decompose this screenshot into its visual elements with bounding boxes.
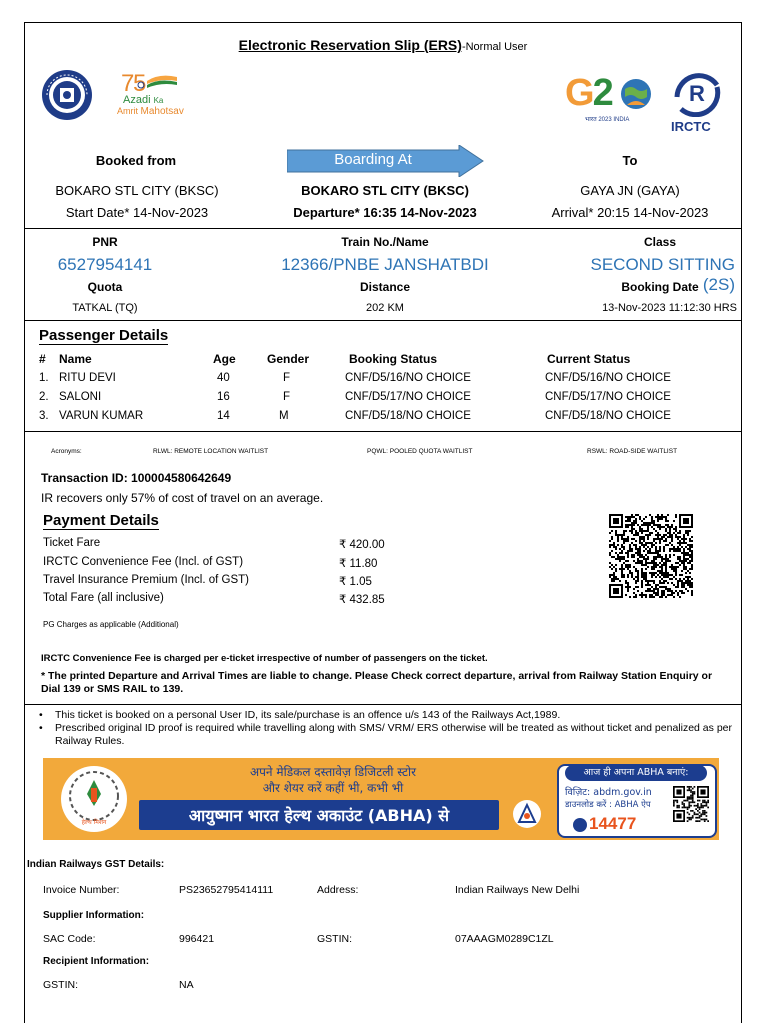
g20-logo: G2 भारत 2023 INDIA: [565, 73, 657, 129]
start-date: Start Date* 14-Nov-2023: [65, 205, 209, 220]
health-mission-logo: [61, 766, 127, 832]
banner-main-strip: [139, 800, 499, 830]
ers-page: Electronic Reservation Slip (ERS)-Normal User 7 5 Azadi Ka Amrit Mahotsav G2 भारत 2023 INDIA R IRCTC Booked from Boarding At To BOKARO STL CITY (BKSC) Start Date* 14-Nov-2023 BOKARO STL CITY (BKSC) Departure* 16:35 14-Nov-2023 GAYA JN (GAYA) Arrival* 20:15 14-Nov-2023 PNR 6527954141 Quota TATKAL (TQ) Train No./Name 12366/PNBE JANSHATBDI Distance 202 KM Class SECOND SITTING (2S) Booking Date 13-Nov-2023 11:12:30 HRS Passenger Details # Name Age Gender Booking Status Current Status 1. RITU DEVI 40 F CNF/D5/16/NO CHOICE CNF/D5/16/NO CHOICE 2. SALONI 16 F CNF/D5/17/NO CHOICE CNF/D5/17/NO CHOICE 3. VARUN KUMAR 14 M CNF/D5/18/NO CHOICE CNF/D5/18/NO CHOICE Acronyms: RLWL: REMOTE LOCATION WAITLIST PQWL: POOLED QUOTA WAITLIST RSWL: ROAD-SIDE WAITLIST Transaction ID: 100004580642649 IR recovers only 57% of cost of travel on an average. Payment Details Ticket Fare ₹ 420.00 IRCTC Convenience Fee (Incl. of GST) ₹ 11.80 Travel Insurance Premium (Incl. of GST) ₹ 1.05 Total Fare (all inclusive) ₹ 432.85 PG Charges as applicable (Additional) IRCTC Convenience Fee is charged per e-ticket irrespective of number of passengers on the ticket. * The printed Departure and Arrival Times are liable to change. Please Check correct departure, arrival from Railway Station Enquiry or Dial 139 or SMS RAIL to 139. • This ticket is booked on a personal User ID, its sale/purchase is an offence u/s 143 of the Railways Act,1989. • Prescribed original ID proof is required while travelling along with SMS/ VRM/ ERS otherwise will be treated as without ticket and penalized as per Railway Rules. हेल्थ मिशन अपने मेडिकल दस्तावेज़ डिजिटली स्टोर और शेयर करें कहीं भी, कभी भी आयुष्मान भारत हेल्थ अकाउंट (ABHA) से आज ही अपना ABHA बनाएं: विज़िट: abdm.gov.in डाउनलोड करें : ABHA ऐप 14477 Indian Railways GST Details: Invoice Number: PS23652795414111 Address: Indian Railways New Delhi Supplier Information: SAC Code: 996421 GSTIN: 07AAAGM0289C1ZL Recipient Information: GSTIN: NA: [24, 22, 742, 1023]
address-label: Address:: [317, 884, 359, 896]
quota-value: TATKAL (TQ): [72, 302, 138, 314]
abha-app-icon: [513, 800, 541, 828]
abha-website[interactable]: विज़िट: abdm.gov.in: [565, 787, 652, 798]
acronym-rlwl: RLWL: REMOTE LOCATION WAITLIST: [153, 448, 269, 455]
booking-date-value: 13-Nov-2023 11:12:30 HRS: [602, 302, 737, 314]
ticket-fare-value: ₹ 420.00: [339, 539, 385, 551]
abha-info-box: [557, 764, 717, 838]
invoice-label: Invoice Number:: [43, 884, 120, 896]
arrival-time: Arrival* 20:15 14-Nov-2023: [551, 205, 709, 220]
abha-cta: आज ही अपना ABHA बनाएं:: [565, 765, 707, 781]
gst-title: Indian Railways GST Details:: [27, 859, 165, 870]
insurance-value: ₹ 1.05: [339, 576, 372, 588]
sac-label: SAC Code:: [43, 933, 96, 945]
convenience-fee-note: IRCTC Convenience Fee is charged per e-ticket irrespective of number of passengers on the ticket.: [41, 653, 488, 664]
boarding-at-arrow: [287, 145, 487, 177]
abha-download: डाउनलोड करें : ABHA ऐप: [565, 800, 651, 810]
pg-charges-note: PG Charges as applicable (Additional): [43, 620, 179, 629]
distance-label: Distance: [359, 280, 411, 294]
to-station: GAYA JN (GAYA): [580, 183, 680, 198]
supplier-gstin-label: GSTIN:: [317, 933, 353, 945]
ticket-rules: [39, 709, 735, 748]
from-station: BOKARO STL CITY (BKSC): [55, 183, 219, 198]
divider: [25, 704, 741, 705]
insurance-label: Travel Insurance Premium (Incl. of GST): [43, 574, 249, 586]
supplier-gstin: 07AAAGM0289C1ZL: [455, 933, 554, 945]
booked-from-label: Booked from: [95, 153, 177, 168]
train-label: Train No./Name: [341, 235, 429, 249]
class-label: Class: [643, 235, 677, 249]
boarding-station: BOKARO STL CITY (BKSC): [301, 183, 469, 198]
acronyms-label: Acronyms:: [51, 448, 82, 455]
banner-main-text: आयुष्मान भारत हेल्थ अकाउंट (ABHA) से: [188, 806, 450, 825]
banner-tagline: अपने मेडिकल दस्तावेज़ डिजिटली स्टोर और शेयर करें कहीं भी, कभी भी: [249, 765, 417, 795]
abha-phone: 14477: [573, 814, 636, 834]
svg-text:R: R: [689, 81, 705, 106]
invoice-number: PS23652795414111: [179, 884, 274, 896]
recover-note: IR recovers only 57% of cost of travel on an average.: [41, 491, 324, 505]
train-name: 12366/PNBE JANSHATBDI: [281, 255, 489, 274]
svg-text:7: 7: [121, 70, 135, 95]
svg-text:5: 5: [133, 70, 147, 95]
total-fare-value: ₹ 432.85: [339, 594, 385, 606]
timing-note: * The printed Departure and Arrival Times are liable to change. Please Check correct departure, arrival from Railway Station Enquiry or Dial 139 or SMS RAIL to 139.: [41, 670, 713, 695]
rule-item: • This ticket is booked on a personal User ID, its sale/purchase is an offence u/s 143 of the Railways Act,1989.: [39, 709, 561, 721]
indian-railways-logo: [41, 69, 93, 121]
passenger-details-title: Passenger Details: [39, 327, 169, 344]
departure-time: Departure* 16:35 14-Nov-2023: [293, 205, 477, 220]
azadi-ka-amrit-mahotsav-logo: 7 5 Azadi Ka Amrit Mahotsav: [117, 70, 184, 117]
abha-banner[interactable]: [43, 758, 719, 840]
ers-title: Electronic Reservation Slip (ERS)-Normal User: [238, 37, 528, 53]
svg-text:हेल्थ मिशन: हेल्थ मिशन: [81, 819, 107, 826]
distance-value: 202 KM: [366, 302, 404, 314]
divider: [25, 320, 741, 321]
recipient-info-label: Recipient Information:: [43, 956, 150, 967]
rule-item: • Prescribed original ID proof is required while travelling along with SMS/ VRM/ ERS otherwise will be treated as without ticket and penalized as per Railway Rules.: [39, 722, 732, 747]
to-label: To: [622, 153, 638, 168]
ticket-qr-code: [609, 514, 693, 598]
total-fare-label: Total Fare (all inclusive): [43, 592, 164, 604]
class-value: SECOND SITTING (2S): [590, 255, 735, 294]
boarding-at-label: Boarding At: [334, 151, 412, 168]
address-value: Indian Railways New Delhi: [455, 884, 580, 896]
divider: [25, 431, 741, 432]
payment-details-title: Payment Details: [43, 512, 159, 529]
recipient-gstin-label: GSTIN:: [43, 979, 79, 991]
pnr-label: PNR: [92, 235, 118, 249]
booking-date-label: Booking Date: [621, 280, 699, 294]
irctc-logo: R IRCTC: [665, 67, 729, 137]
transaction-id: Transaction ID: 100004580642649: [41, 471, 232, 485]
acronym-pqwl: PQWL: POOLED QUOTA WAITLIST: [367, 448, 473, 455]
pnr-number: 6527954141: [57, 255, 153, 274]
divider: [25, 228, 741, 229]
convenience-fee-value: ₹ 11.80: [339, 558, 378, 570]
abha-qr-code: [673, 786, 709, 822]
phone-icon: [573, 818, 587, 832]
recipient-gstin: NA: [179, 979, 194, 991]
supplier-info-label: Supplier Information:: [43, 910, 145, 921]
ticket-fare-label: Ticket Fare: [43, 537, 101, 549]
acronym-rswl: RSWL: ROAD-SIDE WAITLIST: [587, 448, 678, 455]
convenience-fee-label: IRCTC Convenience Fee (Incl. of GST): [43, 556, 244, 568]
quota-label: Quota: [87, 280, 123, 294]
sac-code: 996421: [179, 933, 215, 945]
